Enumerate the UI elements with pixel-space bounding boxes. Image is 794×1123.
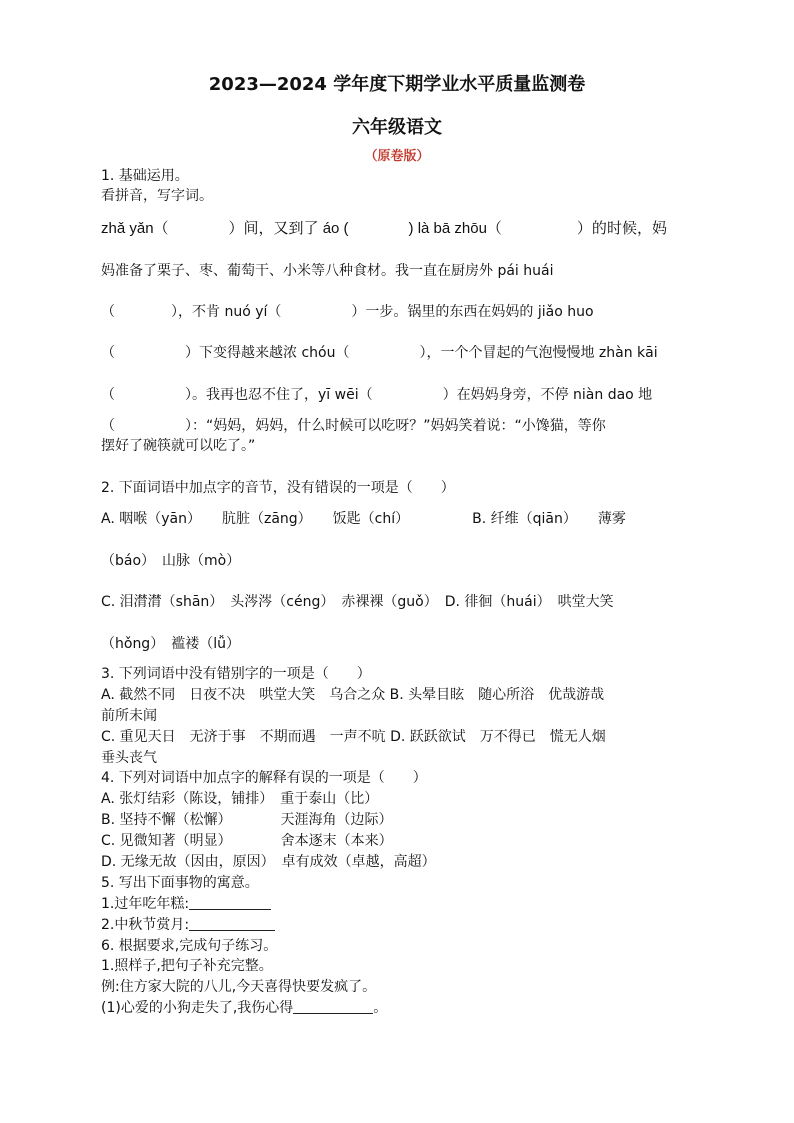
q1-text-line-2: 妈准备了栗子、枣、葡萄干、小米等八种食材。我一直在厨房外 pái huái xyxy=(101,263,554,279)
q6-instruction: 1.照样子,把句子补充完整。 xyxy=(101,958,273,974)
edition-tag: （原卷版） xyxy=(364,149,430,164)
q5-item-1-label: 1.过年吃年糕: xyxy=(101,896,190,912)
q1-text-line-7: 摆好了碗筷就可以吃了。” xyxy=(101,438,256,454)
q6-item-1-label: (1)心爱的小狗走失了,我伤心得 xyxy=(101,1000,294,1016)
q2-options-d-cont: （hǒng） 褴褛（lǚ） xyxy=(101,636,240,652)
q4-option-c: C. 见微知著（明显） 舍本逐末（本来） xyxy=(101,833,393,849)
q3-options-b-cont: 前所未闻 xyxy=(101,708,157,724)
q3-heading: 3. 下列词语中没有错别字的一项是（ ） xyxy=(101,666,371,682)
q2-heading: 2. 下面词语中加点字的音节，没有错误的一项是（ ） xyxy=(101,480,455,496)
q6-heading: 6. 根据要求,完成句子练习。 xyxy=(101,938,278,954)
q1-instruction: 看拼音，写字词。 xyxy=(101,188,213,204)
q1-text-line-5: （ ）。我再也忍不住了，yī wēi（ ）在妈妈身旁，不停 niàn dao 地 xyxy=(101,387,653,403)
q1-text-line-1: zhǎ yǎn（ ）间，又到了 áo ( ) là bā zhōu（ ）的时候，妈 xyxy=(101,220,667,237)
q5-item-2-label: 2.中秋节赏月: xyxy=(101,917,190,933)
q3-options-ab: A. 截然不同 日夜不决 哄堂大笑 乌合之众 B. 头晕目眩 随心所浴 优哉游哉 xyxy=(101,687,605,703)
answer-blank[interactable] xyxy=(189,895,271,910)
q6-item-1-end: 。 xyxy=(373,1000,388,1016)
q2-options-ab: A. 咽喉（yān） 肮脏（zāng） 饭匙（chí） B. 纤维（qiān） 薄雾 xyxy=(101,511,626,527)
exam-title: 2023—2024 学年度下期学业水平质量监测卷 xyxy=(208,74,586,95)
q6-example: 例:住方家大院的八儿,今天喜得快要发疯了。 xyxy=(101,979,377,995)
q6-item-1 xyxy=(101,998,711,1018)
q5-item-1 xyxy=(101,894,711,914)
q5-item-2 xyxy=(101,915,711,935)
q2-options-b-cont: （báo） 山脉（mò） xyxy=(101,553,241,569)
answer-blank[interactable] xyxy=(189,916,275,931)
q1-text-line-4: （ ）下变得越来越浓 chóu（ ），一个个冒起的气泡慢慢地 zhàn kāi xyxy=(101,345,658,361)
q1-text-line-6: （ ）：“妈妈，妈妈，什么时候可以吃呀？”妈妈笑着说：“小馋猫，等你 xyxy=(101,418,606,434)
q4-option-d: D. 无缘无故（因由，原因） 卓有成效（卓越，高超） xyxy=(101,854,436,870)
q1-heading: 1. 基础运用。 xyxy=(101,168,189,184)
q1-text-line-3: （ ），不肯 nuó yí（ ）一步。锅里的东西在妈妈的 jiǎo huo xyxy=(101,304,594,320)
q3-options-d-cont: 垂头丧气 xyxy=(101,750,157,766)
q4-option-b: B. 坚持不懈（松懈） 天涯海角（边际） xyxy=(101,812,393,828)
q3-options-cd: C. 重见天日 无济于事 不期而遇 一声不吭 D. 跃跃欲试 万不得已 慌无人烟 xyxy=(101,729,606,745)
answer-blank[interactable] xyxy=(293,999,373,1014)
q4-option-a: A. 张灯结彩（陈设，铺排） 重于泰山（比） xyxy=(101,791,379,807)
q2-options-cd: C. 泪潸潸（shān） 头涔涔（céng） 赤裸裸（guǒ） D. 徘徊（huái） 哄堂大笑 xyxy=(101,594,614,610)
q4-heading: 4. 下列对词语中加点字的解释有误的一项是（ ） xyxy=(101,770,427,786)
exam-subtitle: 六年级语文 xyxy=(352,117,442,138)
q5-heading: 5. 写出下面事物的寓意。 xyxy=(101,875,259,891)
